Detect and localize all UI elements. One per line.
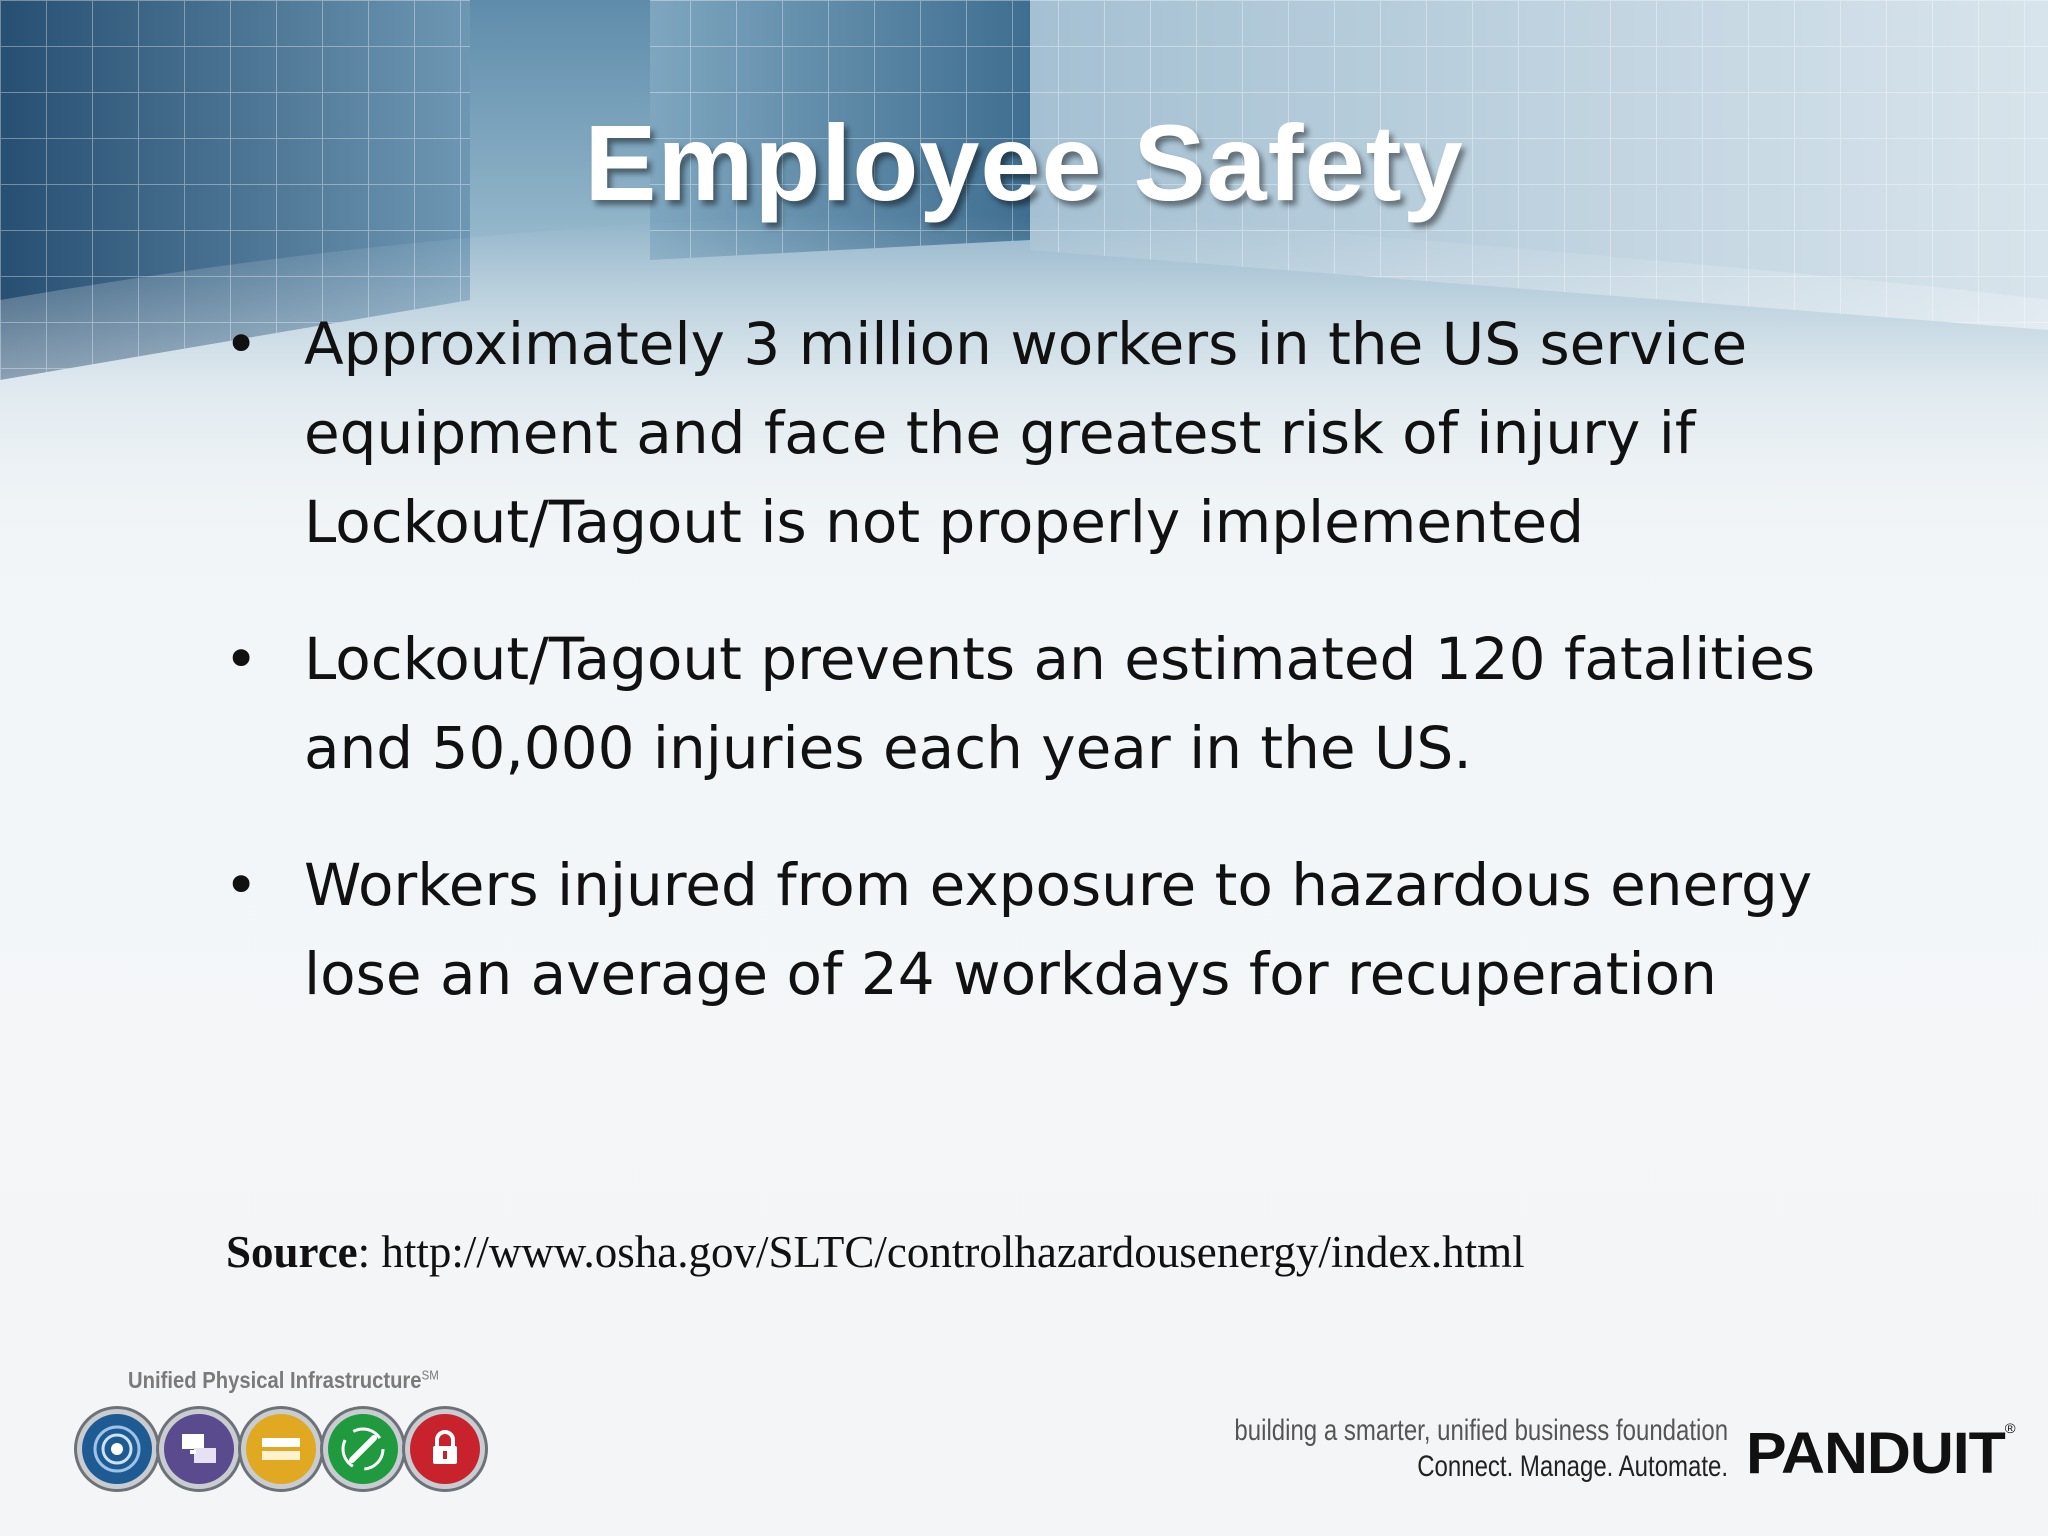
storage-icon [246, 1414, 316, 1484]
bullet-text: Approximately 3 million workers in the US service equipment and face the greatest risk of injury if Lockout/Tagout is not properly implemented [304, 310, 1748, 556]
upi-label-text: Unified Physical Infrastructure [128, 1367, 422, 1393]
slide-title: Employee Safety [584, 102, 1464, 223]
source-url: : http://www.osha.gov/SLTC/controlhazardousenergy/index.html [357, 1227, 1525, 1277]
tagline [1111, 1414, 1728, 1484]
bullet-marker: • [224, 851, 259, 919]
source-citation [226, 1226, 1525, 1278]
registered-mark: ® [2004, 1420, 2015, 1436]
tagline-line-2: Connect. Manage. Automate. [1417, 1450, 1728, 1483]
source-label: Source [226, 1227, 358, 1277]
service-mark: SM [421, 1367, 439, 1383]
tagline-line-1: building a smarter, unified business foundation [1234, 1414, 1728, 1447]
bullet-item [220, 841, 1820, 1019]
bullet-list [220, 300, 1820, 1067]
bullet-item [220, 300, 1820, 567]
upi-label [128, 1367, 439, 1394]
network-icon [82, 1414, 152, 1484]
power-plug-icon [328, 1414, 398, 1484]
bullet-text: Workers injured from exposure to hazardous energy lose an average of 24 workdays for recuperation [304, 851, 1813, 1008]
bullet-text: Lockout/Tagout prevents an estimated 120 fatalities and 50,000 injuries each year in the US. [304, 625, 1816, 782]
bullet-item [220, 615, 1820, 793]
panduit-logo [1746, 1420, 2015, 1487]
bullet-marker: • [224, 310, 259, 378]
padlock-icon [410, 1414, 480, 1484]
upi-icon-row [82, 1414, 480, 1484]
computer-icon [164, 1414, 234, 1484]
bullet-marker: • [224, 625, 259, 693]
logo-text: PANDUIT [1746, 1421, 2005, 1486]
